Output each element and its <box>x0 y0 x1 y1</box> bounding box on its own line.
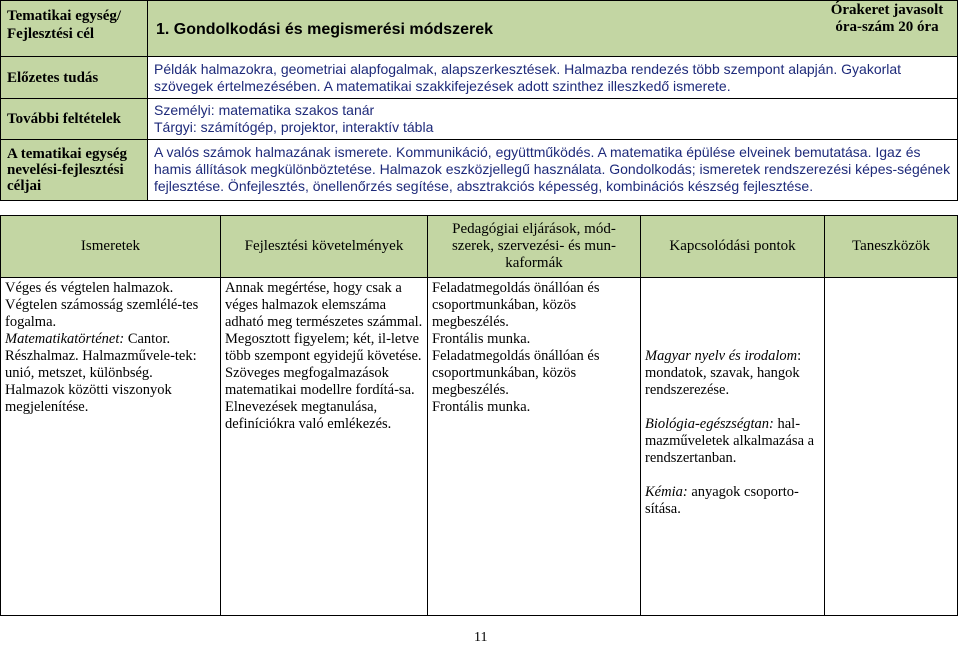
cell-text: Feladatmegoldás önállóan és csoportmunkában, közös megbeszélés. <box>432 280 600 330</box>
cell-text <box>645 416 820 467</box>
cell-text: Véges és végtelen halmazok. <box>5 280 174 296</box>
material-value: számítógép, projektor, interaktív tábla <box>196 119 434 135</box>
personal-value: matematika szakos tanár <box>214 102 375 118</box>
unit-overview-table <box>0 0 958 201</box>
cell-text <box>645 348 820 399</box>
col-header-kovetelmenyek: Fejlesztési követelmények <box>221 216 428 278</box>
cell-text: anyagok csoporto-sítása. <box>645 484 799 517</box>
col-taneszkozok <box>825 278 957 615</box>
spacer <box>645 280 820 348</box>
personal-key: Személyi: <box>154 102 215 118</box>
cell-text-italic: Magyar nyelv és irodalom <box>645 348 798 364</box>
row-divider <box>148 139 957 140</box>
conditions-text <box>154 102 954 136</box>
cell-text-italic: Matematikatörténet: <box>5 331 125 347</box>
unit-title-header <box>148 1 957 57</box>
cell-text: Frontális munka. <box>432 399 531 415</box>
cell-text: Végtelen számosság szemlélé-tes fogalma. <box>5 297 199 330</box>
row-label-prior-knowledge: Előzetes tudás <box>1 57 148 99</box>
col-ismeretek <box>1 278 221 615</box>
cell-text: : mondatok, szavak, hangok rendszerezése. <box>645 348 802 398</box>
cell-text: Annak megértése, hogy csak a véges halmazok elemszáma adható meg természetes számmal. <box>225 280 423 330</box>
cell-text: hal-mazműveletek alkalmazása a rendszertanban. <box>645 416 815 466</box>
cell-text: Cantor. <box>124 331 171 347</box>
cell-text: Frontális munka. <box>432 331 531 347</box>
col-kapcsolodas <box>641 278 825 615</box>
col-kovetelmenyek <box>221 278 428 615</box>
col-header-kapcsolodas: Kapcsolódási pontok <box>641 216 825 278</box>
cell-text: Elnevezések megtanulása, definíciókra való emlékezés. <box>225 399 392 432</box>
cell-text-italic: Kémia: <box>645 484 688 500</box>
col-header-eljarasok: Pedagógiai eljárások, mód-szerek, szervezési- és mun-kaformák <box>428 216 641 278</box>
cell-text: Feladatmegoldás önállóan és csoportmunkában, közös megbeszélés. <box>432 348 600 398</box>
unit-header-label: Tematikai egység/ Fejlesztési cél <box>1 1 148 57</box>
col-header-ismeretek: Ismeretek <box>1 216 221 278</box>
cell-text: Halmazok közötti viszonyok megjelenítése. <box>5 382 172 415</box>
cell-text-italic: Biológia-egészségtan: <box>645 416 774 432</box>
module-title: 1. Gondolkodási és megismerési módszerek <box>156 21 494 38</box>
curriculum-table <box>0 215 958 616</box>
cell-text: Megosztott figyelem; két, il-letve több szempont egyidejű követése. <box>225 331 422 364</box>
cell-text <box>645 484 820 518</box>
cell-text: Szöveges megfogalmazások matematikai modellre fordítá-sa. <box>225 365 415 398</box>
col-header-taneszkozok: Taneszközök <box>825 216 957 278</box>
material-key: Tárgyi: <box>154 119 197 135</box>
hours-label: Órakeret javasolt óra-szám 20 óra <box>830 2 944 35</box>
goals-text: A valós számok halmazának ismerete. Kommunikáció, együttműködés. A matematika épülése elveinek bemutatása. Igaz és hamis állítások megkülönböztetése. Halmazok eszközjellegű használata. Gondolkodás; ismeretek rendszerezési képes-ségének fejlesztése. Önfejlesztés, önellenőrzés segítése, absztrakciós képesség, kombinációs készség fejlesztése. <box>154 144 951 194</box>
cell-text <box>5 331 216 348</box>
row-label-conditions: További feltételek <box>1 99 148 140</box>
prior-knowledge-text: Példák halmazokra, geometriai alapfogalmak, alapszerkesztések. Halmazba rendezés több szempont alapján. Gyakorlat szövegek értelmezésében. A matematikai szakkifejezések adott szinthez illeszkedő ismerete. <box>154 61 902 94</box>
col-eljarasok <box>428 278 641 615</box>
row-divider <box>148 98 957 99</box>
cell-text: Részhalmaz. Halmazművele-tek: unió, metszet, különbség. <box>5 348 197 381</box>
row-label-goals: A tematikai egység nevelési-fejlesztési céljai <box>1 140 148 200</box>
page-number: 11 <box>474 630 488 645</box>
